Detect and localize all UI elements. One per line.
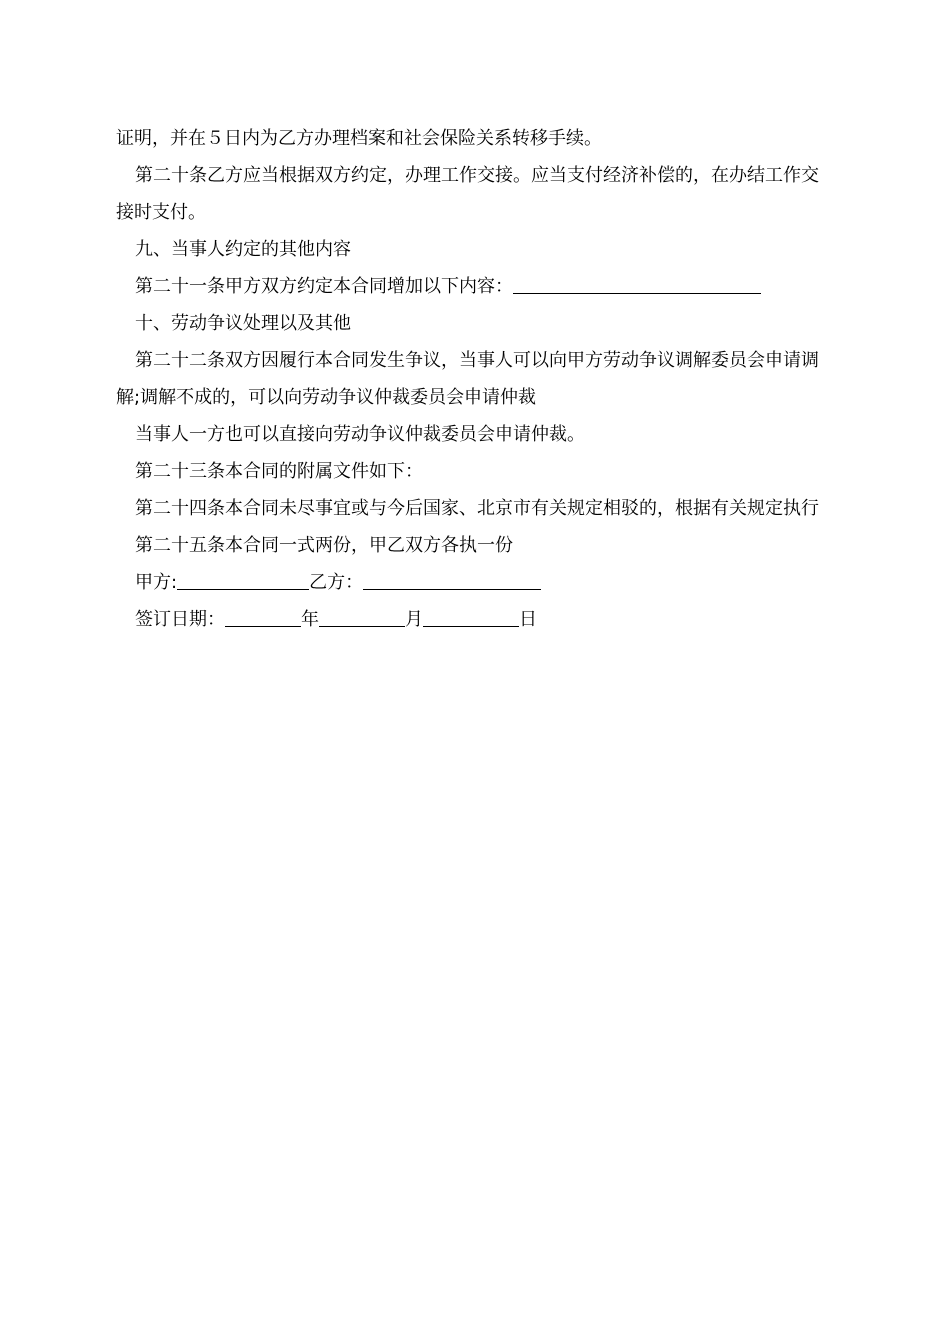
paragraph-article-20: 第二十条乙方应当根据双方约定，办理工作交接。应当支付经济补偿的，在办结工作交接时支付。 [116,165,819,223]
month-blank[interactable] [319,606,405,627]
signature-line [116,564,836,601]
section-heading-10: 十、劳动争议处理以及其他 [135,313,351,334]
party-b-blank[interactable] [363,569,541,590]
paragraph-arbitration-note: 当事人一方也可以直接向劳动争议仲裁委员会申请仲裁。 [135,424,585,445]
paragraph-article-21 [116,268,836,305]
paragraph-article-24: 第二十四条本合同未尽事宜或与今后国家、北京市有关规定相驳的，根据有关规定执行 [135,498,819,519]
day-blank[interactable] [423,606,519,627]
day-label: 日 [519,609,537,630]
fill-in-blank[interactable] [513,273,761,294]
document-body [116,120,836,638]
month-label: 月 [405,609,423,630]
year-label: 年 [301,609,319,630]
year-blank[interactable] [225,606,301,627]
paragraph-article-23: 第二十三条本合同的附属文件如下： [135,461,423,482]
section-heading-9: 九、当事人约定的其他内容 [135,239,351,260]
date-label: 签订日期： [135,609,225,630]
signing-date-line [116,601,836,638]
paragraph-transfer-procedures: 证明，并在５日内为乙方办理档案和社会保险关系转移手续。 [116,128,602,149]
party-b-label: 乙方： [309,572,364,593]
article-21-text: 第二十一条甲方双方约定本合同增加以下内容： [135,276,513,297]
party-a-label: 甲方: [135,572,178,593]
party-a-blank[interactable] [177,569,309,590]
paragraph-article-22: 第二十二条双方因履行本合同发生争议，当事人可以向甲方劳动争议调解委员会申请调解;调解不成的，可以向劳动争议仲裁委员会申请仲裁 [116,350,819,408]
paragraph-article-25: 第二十五条本合同一式两份，甲乙双方各执一份 [135,535,513,556]
